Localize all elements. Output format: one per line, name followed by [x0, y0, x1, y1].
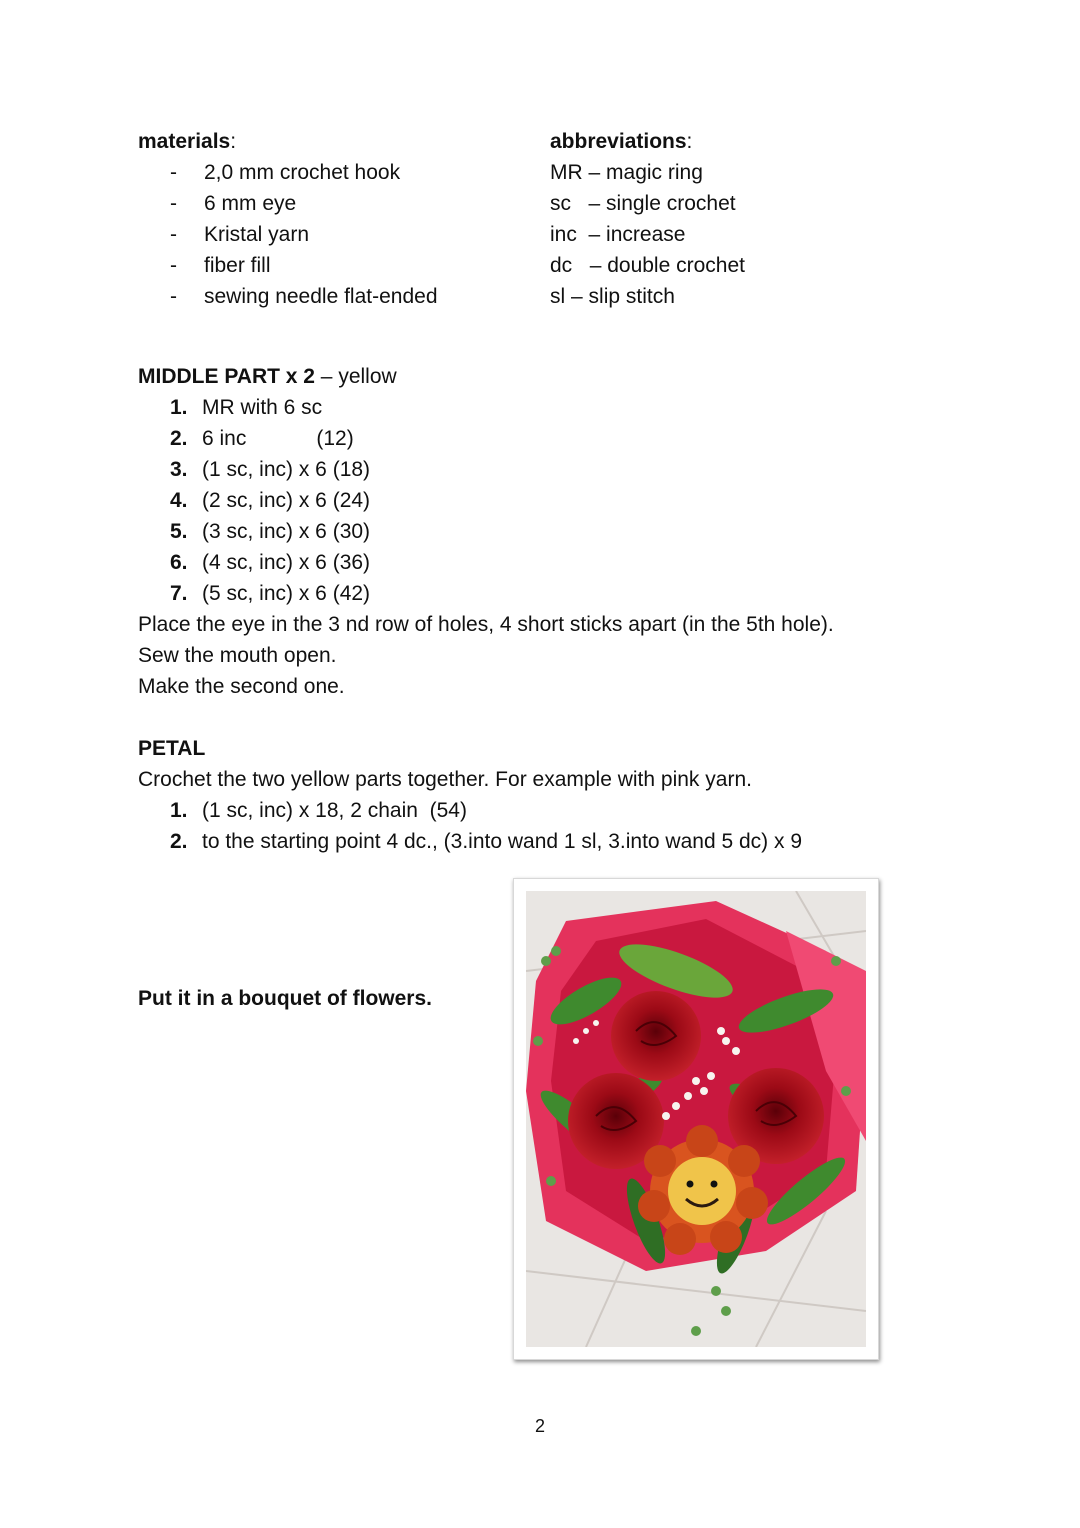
middle-part-section: MIDDLE PART x 2 – yellow 1. MR with 6 sc 2. 6 inc (12) 3. (1 sc, inc) x 6 (18) 4. (2 sc, inc) x 6 (24) 5. (3 sc, inc) x 6 (30) 6. (4 sc, inc) x 6 (36) 7. (5 sc, inc) x 6 (42) Place the eye in the 3 nd row of holes, 4 short sticks apart (in the 5th hole). Sew the mouth open. Make the second one.	[138, 361, 834, 702]
abbreviations-section: abbreviations : MR – magic ring sc – single crochet inc – increase dc – double crochet sl – slip stitch	[550, 126, 745, 312]
materials-heading: materials	[138, 130, 231, 153]
petal-heading: PETAL	[138, 737, 206, 760]
list-item: - 6 mm eye	[170, 192, 297, 215]
list-item: 5. (3 sc, inc) x 6 (30)	[170, 520, 371, 543]
bouquet-photo-frame	[513, 878, 879, 1360]
paragraph: Place the eye in the 3 nd row of holes, 4 short sticks apart (in the 5th hole).	[138, 613, 834, 636]
paragraph: Make the second one.	[138, 675, 345, 698]
paragraph: Crochet the two yellow parts together. For example with pink yarn.	[138, 768, 752, 791]
abbreviations-heading: abbreviations	[550, 130, 687, 153]
list-item: dc – double crochet	[550, 254, 745, 277]
petal-section	[138, 733, 802, 857]
list-item: - Kristal yarn	[170, 223, 310, 246]
list-item: - sewing needle flat-ended	[170, 285, 438, 308]
page-number: 2	[534, 1416, 545, 1436]
bouquet-photo	[526, 891, 866, 1347]
list-item: 7. (5 sc, inc) x 6 (42)	[170, 582, 371, 605]
list-item: 4. (2 sc, inc) x 6 (24)	[170, 489, 371, 512]
middle-part-heading: MIDDLE PART x 2	[138, 365, 315, 388]
bouquet-note: Put it in a bouquet of flowers.	[138, 987, 432, 1010]
list-item: inc – increase	[550, 223, 686, 246]
list-item: 1. MR with 6 sc	[170, 396, 323, 419]
list-item: sc – single crochet	[550, 192, 736, 215]
list-item: - fiber fill	[170, 254, 271, 277]
list-item: sl – slip stitch	[550, 285, 675, 308]
list-item: - 2,0 mm crochet hook	[170, 161, 401, 184]
list-item: 3. (1 sc, inc) x 6 (18)	[170, 458, 371, 481]
paragraph: Sew the mouth open.	[138, 644, 337, 667]
list-item: MR – magic ring	[550, 161, 703, 184]
list-item: 2. to the starting point 4 dc., (3.into wand 1 sl, 3.into wand 5 dc) x 9	[170, 830, 803, 853]
list-item: 6. (4 sc, inc) x 6 (36)	[170, 551, 371, 574]
materials-section: materials : - 2,0 mm crochet hook - 6 mm eye - Kristal yarn - fiber fill - sewing needle flat-ended	[138, 126, 438, 312]
list-item: 1. (1 sc, inc) x 18, 2 chain (54)	[170, 799, 467, 822]
list-item: 2. 6 inc (12)	[170, 427, 354, 450]
